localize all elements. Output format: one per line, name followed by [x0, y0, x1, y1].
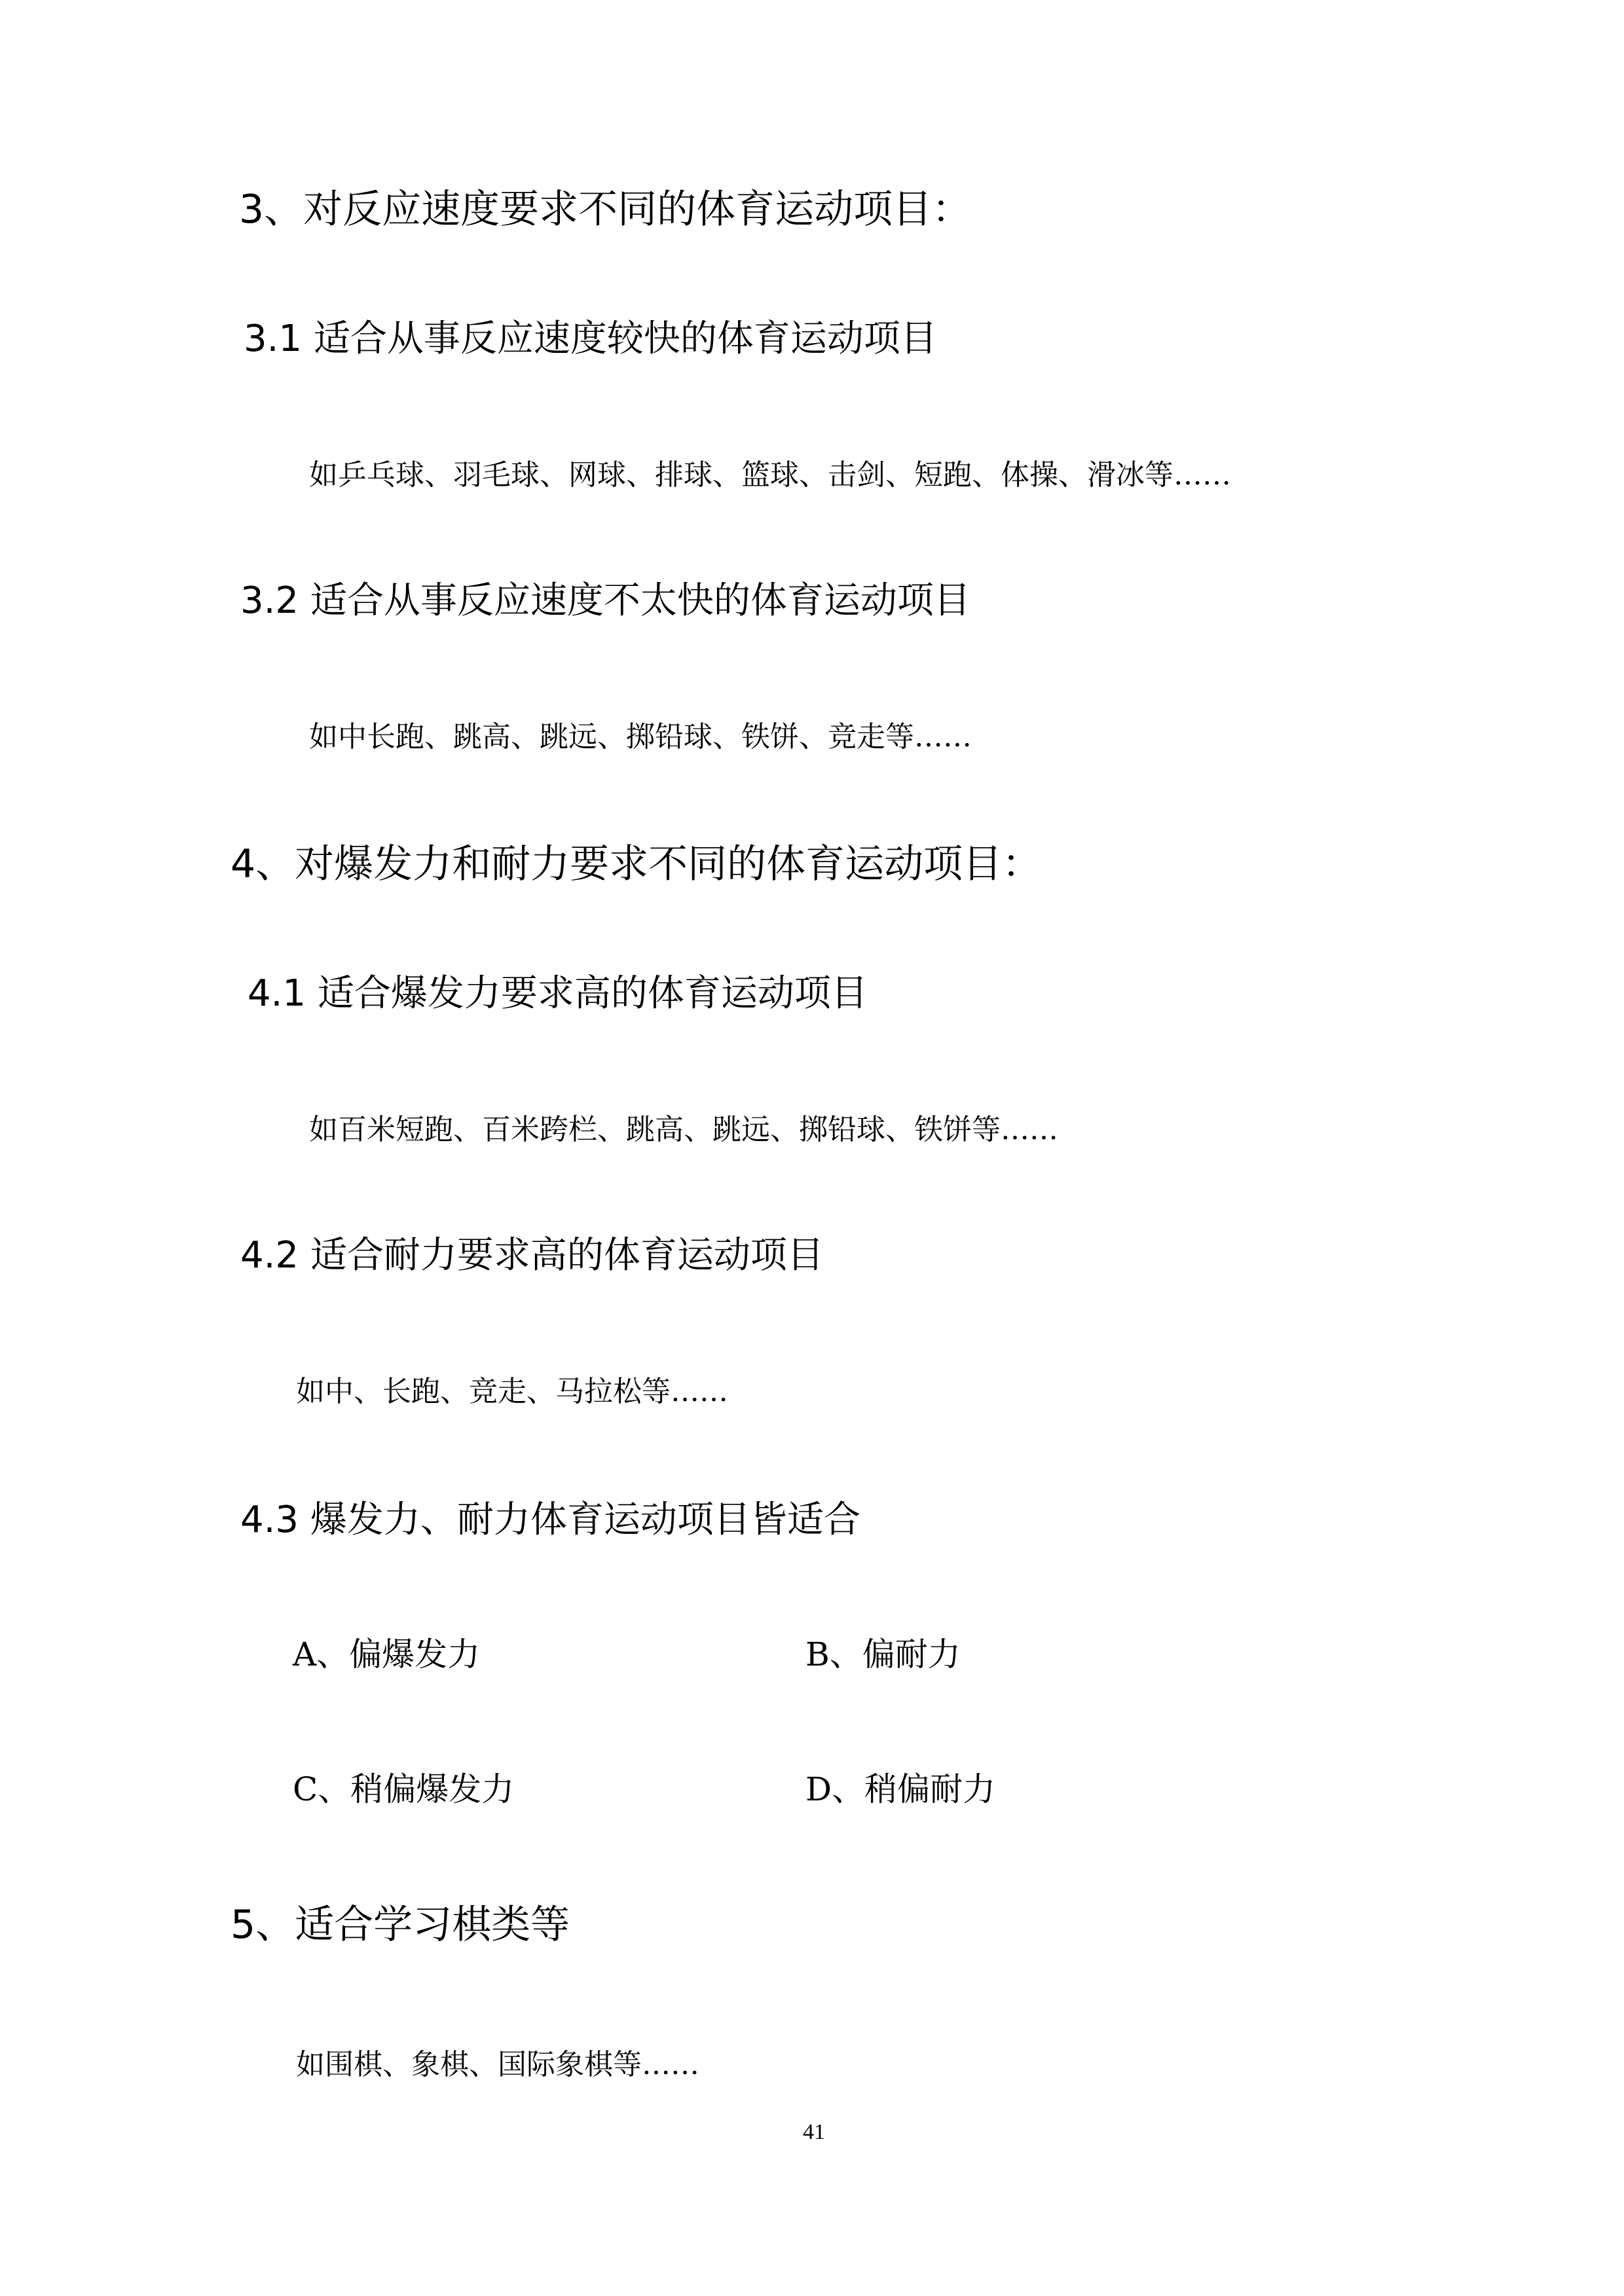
section-4-1-examples: 如百米短跑、百米跨栏、跳高、跳远、掷铅球、铁饼等……	[309, 1113, 1058, 1146]
section-3-heading: 3、对反应速度要求不同的体育运动项目：	[239, 187, 972, 232]
section-4-2-examples: 如中、长跑、竞走、马拉松等……	[296, 1375, 728, 1408]
section-3-1-heading: 3.1 适合从事反应速度较快的体育运动项目	[244, 318, 937, 360]
section-3-2-heading: 3.2 适合从事反应速度不太快的体育运动项目	[240, 579, 970, 622]
option-b: B、偏耐力	[805, 1635, 961, 1673]
section-3-1-examples: 如乒乓球、羽毛球、网球、排球、篮球、击剑、短跑、体操、滑冰等……	[309, 458, 1231, 492]
section-3-2-examples: 如中长跑、跳高、跳远、掷铅球、铁饼、竞走等……	[309, 720, 972, 754]
section-4-3-heading: 4.3 爆发力、耐力体育运动项目皆适合	[240, 1499, 860, 1541]
page-number: 41	[803, 2120, 825, 2144]
section-4-1-heading: 4.1 适合爆发力要求高的体育运动项目	[248, 972, 868, 1015]
option-a: A、偏爆发力	[293, 1635, 481, 1673]
section-5-heading: 5、适合学习棋类等	[231, 1902, 570, 1948]
option-d: D、稍偏耐力	[805, 1770, 996, 1808]
section-5-examples: 如围棋、象棋、国际象棋等……	[296, 2048, 699, 2081]
option-c: C、稍偏爆发力	[293, 1770, 515, 1808]
section-4-2-heading: 4.2 适合耐力要求高的体育运动项目	[240, 1234, 824, 1277]
section-4-heading: 4、对爆发力和耐力要求不同的体育运动项目：	[231, 841, 1042, 887]
